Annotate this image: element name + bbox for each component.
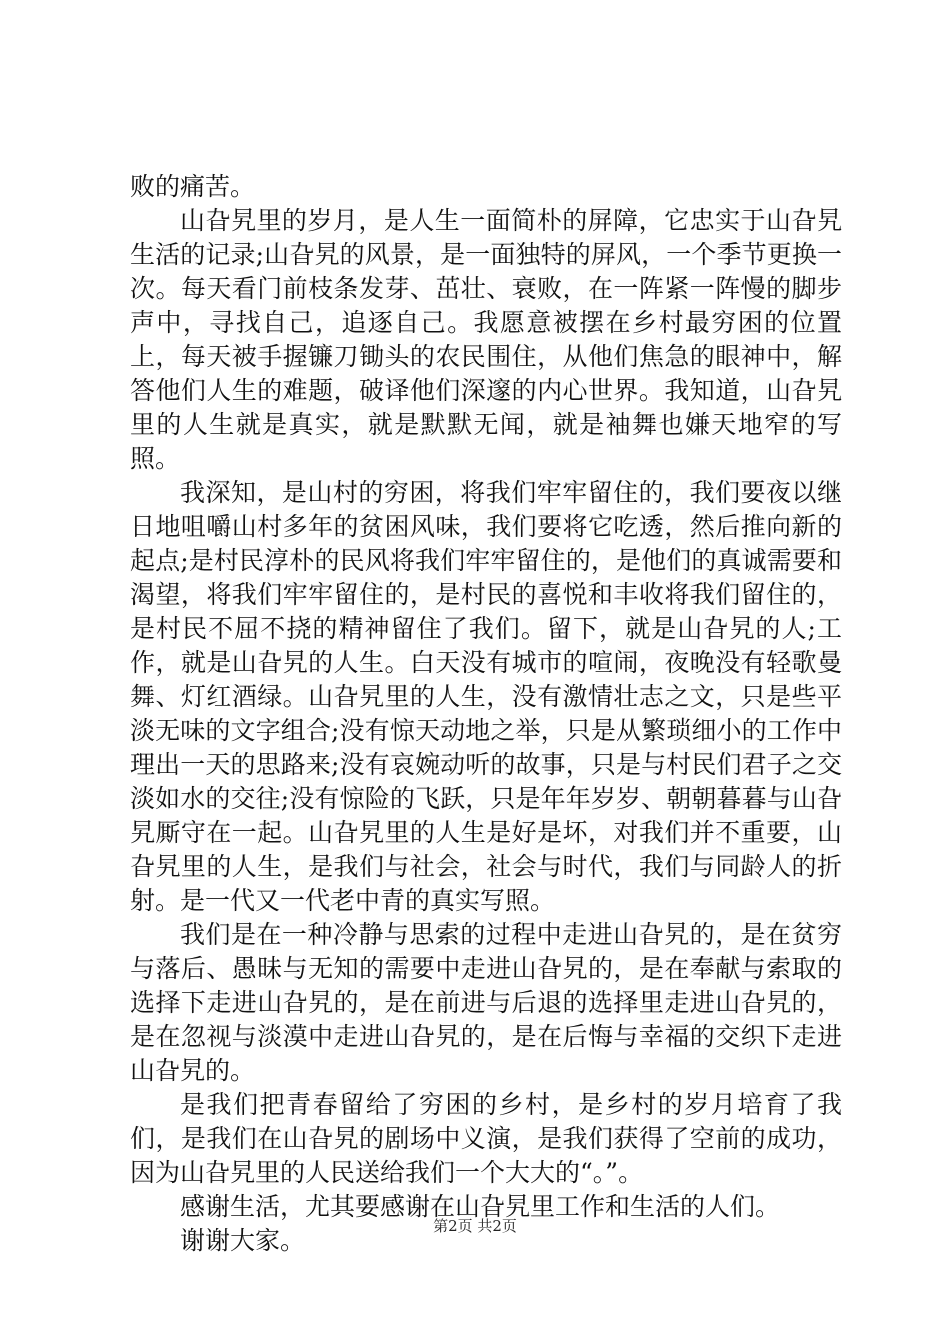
paragraph-continuation: 败的痛苦。 xyxy=(130,172,256,201)
page-number-footer: 第2页 共2页 xyxy=(433,1217,517,1235)
paragraph-we-entered: 我们是在一种冷静与思索的过程中走进山旮旯的，是在贫穷与落后、愚昧与无知的需要中走进山旮旯的，是在奉献与索取的选择下走进山旮旯的，是在前进与后退的选择里走进山旮旯的，是在忽视与淡漠中走进山旮旯的，是在后悔与幸福的交织下走进山旮旯的。 xyxy=(130,920,842,1085)
paragraph-mountain-years: 山旮旯里的岁月，是人生一面简朴的屏障，它忠实于山旮旯生活的记录;山旮旯的风景，是一面独特的屏风，一个季节更换一次。每天看门前枝条发芽、茁壮、衰败，在一阵紧一阵慢的脚步声中，寻找自己，追逐自己。我愿意被摆在乡村最穷困的位置上，每天被手握镰刀锄头的农民围住，从他们焦急的眼神中，解答他们人生的难题，破译他们深邃的内心世界。我知道，山旮旯里的人生就是真实，就是默默无闻，就是袖舞也嫌天地窄的写照。 xyxy=(130,206,842,473)
paragraph-youth: 是我们把青春留给了穷困的乡村，是乡村的岁月培育了我们，是我们在山旮旯的剧场中义演，是我们获得了空前的成功，因为山旮旯里的人民送给我们一个大大的“。”。 xyxy=(130,1090,842,1187)
paragraph-thank-you: 谢谢大家。 xyxy=(180,1226,306,1255)
paragraph-thanks-life: 感谢生活，尤其要感谢在山旮旯里工作和生活的人们。 xyxy=(180,1192,781,1221)
document-body xyxy=(130,170,842,1258)
paragraph-i-know: 我深知，是山村的穷困，将我们牢牢留住的，我们要夜以继日地咀嚼山村多年的贫困风味，我们要将它吃透，然后推向新的起点;是村民淳朴的民风将我们牢牢留住的，是他们的真诚需要和渴望，将我们牢牢留住的，是村民的喜悦和丰收将我们留住的，是村民不屈不挠的精神留住了我们。留下，就是山旮旯的人;工作，就是山旮旯的人生。白天没有城市的喧闹，夜晚没有轻歌曼舞、灯红酒绿。山旮旯里的人生，没有激情壮志之文，只是些平淡无味的文字组合;没有惊天动地之举，只是从繁琐细小的工作中理出一天的思路来;没有哀婉动听的故事，只是与村民们君子之交淡如水的交往;没有惊险的飞跃，只是年年岁岁、朝朝暮暮与山旮旯厮守在一起。山旮旯里的人生是好是坏，对我们并不重要，山旮旯里的人生，是我们与社会，社会与时代，我们与同龄人的折射。是一代又一代老中青的真实写照。 xyxy=(130,478,842,915)
